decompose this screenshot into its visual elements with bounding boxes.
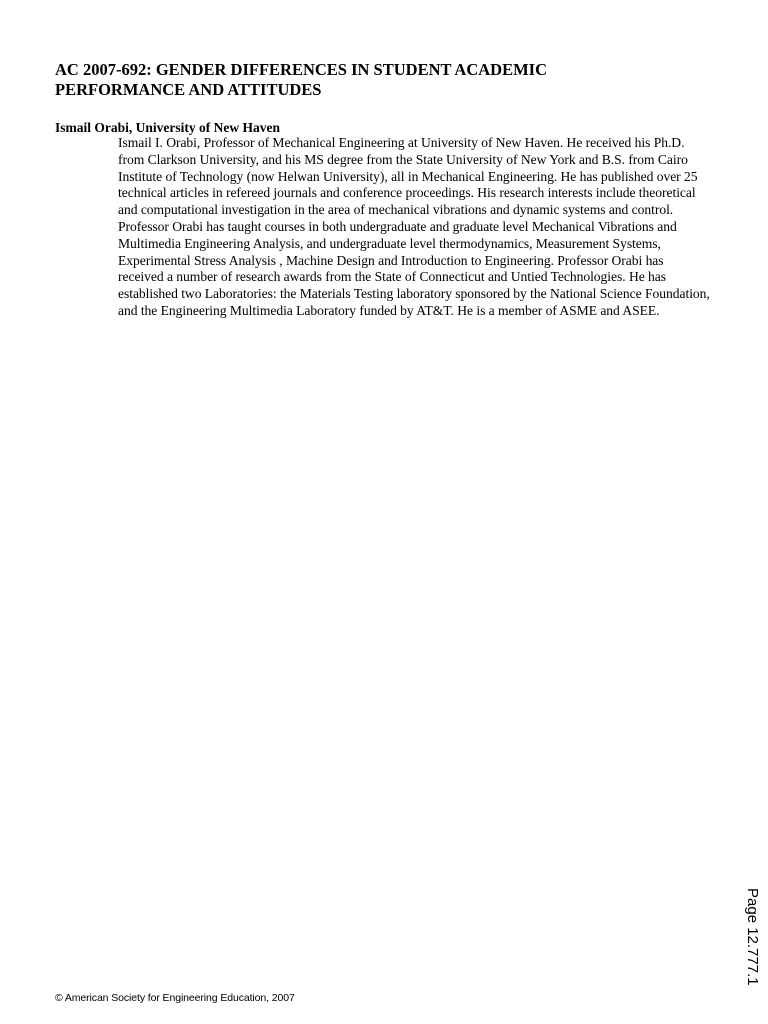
author-biography: Ismail I. Orabi, Professor of Mechanical Engineering at University of New Haven. He received his Ph.D. from Clarkson University, and his MS degree from the State University of New York and B.S. from Cairo Institute of Technology (now Helwan University), all in Mechanical Engineering. He has published over 25 technical articles in refereed journals and conference proceedings. His research interests include theoretical and computational investigation in the area of mechanical vibrations and dynamic systems and control. Professor Orabi has taught courses in both undergraduate and graduate level Mechanical Vibrations and Multimedia Engineering Analysis, and undergraduate level thermodynamics, Measurement Systems, Experimental Stress Analysis , Machine Design and Introduction to Engineering. Professor Orabi has received a number of research awards from the State of Connecticut and Untied Technologies. He has established two Laboratories: the Materials Testing laboratory sponsored by the National Science Foundation, and the Engineering Multimedia Laboratory funded by AT&T. He is a member of ASME and ASEE.	[118, 135, 710, 318]
paper-title-line-2: PERFORMANCE AND ATTITUDES	[55, 80, 322, 99]
paper-title-line-1: AC 2007-692: GENDER DIFFERENCES IN STUDENT ACADEMIC	[55, 60, 547, 79]
page-number: Page 12.777.1	[744, 888, 761, 986]
copyright-footer: © American Society for Engineering Education, 2007	[55, 992, 295, 1004]
paper-title	[55, 60, 705, 100]
author-name: Ismail Orabi, University of New Haven	[55, 120, 280, 135]
